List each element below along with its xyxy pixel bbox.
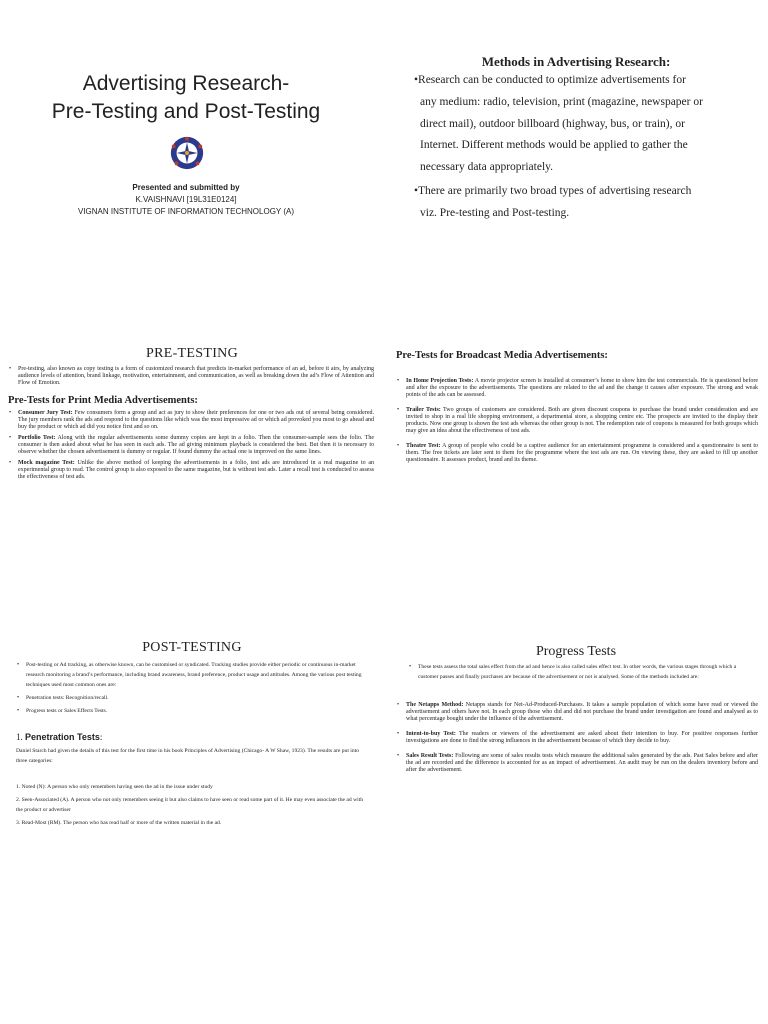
progress-tests-intro	[408, 662, 748, 686]
methods-line: •There are primarily two broad types of advertising research	[414, 184, 692, 197]
presenter-block	[0, 182, 372, 218]
penetration-categories	[16, 782, 366, 831]
list-item: • Progress tests or Sales Effects Tests.	[16, 706, 366, 716]
post-testing-title: POST-TESTING	[142, 640, 242, 655]
institute-name: VIGNAN INSTITUTE OF INFORMATION TECHNOLOGY (A)	[77, 207, 294, 216]
list-item	[8, 460, 374, 481]
list-item: • Pre-testing, also known as copy testing is a form of customized research that predicts in-market performance of an ad, before it airs, by analyzing audience levels of attention, brand linkage, motivation, entertainment, and communication, as well as breaking down the ad’s Flow of Attention and Flow of Emotion.	[8, 366, 374, 387]
heading-colon: :	[99, 732, 103, 742]
post-testing-bullets	[16, 660, 366, 719]
item-text: Netapps stands for Net-Ad-Produced-Purchases. It takes a sample population of which some have read or viewed the advertisement and others have not. In each group those who did and did not purchase the brand under investigation are found and analysed as to what percentage bought under the influence of the advertisement.	[406, 702, 758, 722]
slide-post-testing	[0, 632, 384, 952]
item-text: Unlike the above method of keeping the advertisements in a folio, test ads are introduced in a real magazine to an experimental group to read. The control group is also exposed to the same magazine, but is without test ads. Later a recall test is conducted to assess the effectiveness of test ads.	[18, 460, 375, 480]
progress-tests-title: Progress Tests	[535, 644, 617, 659]
category-item: 1. Noted (N): A person who only remembers having seen the ad in the issue under study	[16, 784, 213, 790]
pre-testing-intro	[8, 366, 374, 391]
item-text: Few consumers form a group and act as jury to show their preferences for one or two ads out of several being considered. The jury members rank the ads and respond to the questions like which was the most impressive ad or which ad provoked you most to go ahead and buy the product or which ad did you notice first and so on.	[18, 410, 374, 430]
penetration-description: Daniel Starch had given the details of this test for the first time in his book Principles of Advertising (Chicago- A W Shaw, 1923). The results are put into three categories:	[16, 748, 359, 764]
methods-body	[414, 70, 740, 225]
list-item	[396, 702, 758, 723]
slide-methods	[384, 10, 768, 330]
item-key: Theatre Test:	[406, 443, 441, 449]
item-key: Sales Result Tests:	[406, 753, 454, 759]
heading-number: 1.	[16, 732, 23, 742]
item-key: Mock magazine Test:	[18, 460, 75, 466]
item-text: Two groups of customers are considered. Both are given discount coupons to purchase the brand under consideration and are invited to shop in a real life shopping environment, a departmental store, a shopping centre etc. The prospects are invited to the display their products. Now one group is shown the test ads whereas the other group is not. The redemption rate of coupons is measured for both groups which may give an idea about the effectiveness of test ads.	[406, 407, 758, 434]
methods-line: •Research can be conducted to optimize advertisements for	[414, 74, 686, 86]
methods-line: necessary data appropriately.	[420, 161, 554, 174]
title-line-2: Pre-Testing and Post-Testing	[51, 100, 321, 123]
item-key: Consumer Jury Test:	[18, 410, 73, 416]
item-key: Intent-to-buy Test:	[406, 731, 456, 737]
item-key: In Home Projection Tests:	[406, 378, 474, 384]
list-item	[396, 753, 758, 774]
methods-line: viz. Pre-testing and Post-testing.	[420, 206, 570, 219]
methods-line: direct mail), outdoor billboard (highway, bus, or train), or	[420, 117, 685, 130]
broadcast-media-list	[396, 378, 758, 472]
item-text: A movie projector screen is installed at consumer’s home to show him the test commercials. He is questioned before and after the exposure to the advertisements. The questions are related to the ad and the change it causes after exposure. The strong and weak points of the ads can be assessed.	[406, 378, 758, 398]
university-emblem-icon	[168, 134, 206, 172]
print-media-subtitle: Pre-Tests for Print Media Advertisements:	[8, 395, 198, 406]
pre-testing-title: PRE-TESTING	[146, 346, 238, 361]
presented-by-label: Presented and submitted by	[132, 183, 240, 192]
list-item	[396, 443, 758, 464]
list-item	[8, 435, 374, 456]
list-item	[396, 378, 758, 399]
methods-title: Methods in Advertising Research:	[481, 54, 671, 69]
list-item	[8, 410, 374, 431]
methods-line: Internet. Different methods would be applied to gather the	[420, 139, 688, 152]
broadcast-media-subtitle: Pre-Tests for Broadcast Media Advertisements:	[396, 350, 608, 361]
print-media-list	[8, 410, 374, 485]
list-item: • Post-testing or Ad tracking, as otherwise known, can be customised or syndicated. Tracking studies provide either periodic or continuous in-market research monitoring a brand’s performance, including brand awareness, brand preference, product usage and attitudes. Among the various post testing techniques used most common ones are:	[16, 660, 366, 690]
item-key: Portfolio Test:	[18, 435, 56, 441]
item-text: The readers or viewers of the advertisement are asked about their intention to buy. For positive responses further investigations are done to find the strong influences in the advertisement because of which they decide to buy.	[406, 731, 758, 744]
slide-title	[0, 10, 384, 330]
category-item: 2. Seen-Associated (A). A person who not only remembers seeing it but also claims to have seen or read some part of it. He may even associate the ad with the product or advertiser	[16, 797, 364, 813]
title-line-1: Advertising Research-	[82, 72, 290, 95]
author-name: K.VAISHNAVI [19L31E0124]	[135, 195, 237, 204]
list-item	[396, 407, 758, 435]
slide-broadcast-pretests	[384, 340, 768, 660]
item-text: Along with the regular advertisements some dummy copies are kept in a folio. Then the consumer-sample sees the folio. The consumer is then asked about what he has seen in each ads. The ad giving minimum playback is considered the best. But then it is necessary to observe whether the chosen advertisement is dummy or regular. If found dummy the actual one is improved on the same lines.	[18, 435, 374, 455]
item-key: The Netapps Method:	[406, 702, 464, 708]
penetration-tests-heading	[16, 732, 102, 742]
item-text: A group of people who could be a captive audience for an entertainment programme is considered and a questionnaire is sent to them. The free tickets are later sent to them for the programme where the test ads are run. On viewing these, they are asked to fill up another questionnaire. It assesses product, brand and its theme.	[406, 443, 758, 463]
list-item	[396, 731, 758, 745]
item-text: Following are some of sales results tests which measure the additional sales generated by the ads. Past Sales before and after the ad are recorded and the difference is accounted for as an impact of advertisement. An audit may be run on the dealers inventory before and after the advertisement.	[406, 753, 758, 773]
list-item: • Penetration tests: Recognition/recall.	[16, 693, 366, 703]
heading-label: Penetration Tests	[25, 732, 100, 742]
progress-tests-list	[396, 702, 758, 782]
category-item: 3. Read-Most (RM). The person who has read half or more of the written material in the ad.	[16, 820, 222, 826]
slide-pre-testing	[0, 340, 384, 660]
item-key: Trailer Tests:	[406, 407, 441, 413]
document-title	[0, 70, 372, 126]
slide-progress-tests	[384, 632, 768, 952]
methods-line: any medium: radio, television, print (magazine, newspaper or	[420, 95, 703, 108]
list-item: • These tests assess the total sales effect from the ad and hence is also called sales effect test. In other words, the various stages through which a customer passes and finally purchases are because of the advertisement or not is analysed. Some of the methods included are:	[408, 662, 748, 682]
